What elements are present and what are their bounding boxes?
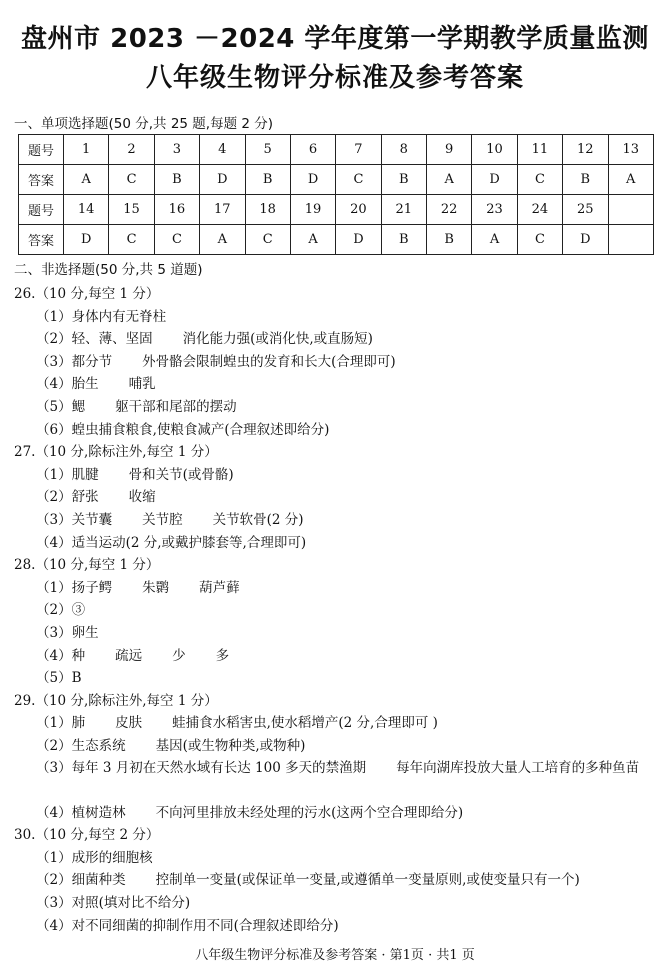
- answer-part: 每年向湖库投放大量人工培育的多种鱼苗: [396, 759, 640, 776]
- table-cell: 14: [64, 195, 109, 225]
- table-cell: B: [154, 165, 199, 195]
- table-cell: C: [109, 225, 154, 255]
- table-cell: B: [245, 165, 290, 195]
- table-cell: D: [64, 225, 109, 255]
- answer-line: （4）对不同细菌的抑制作用不同(合理叙述即给分): [36, 917, 339, 934]
- table-cell: 12: [563, 135, 608, 165]
- answer-line: [36, 576, 240, 596]
- table-row: [19, 165, 654, 195]
- answer-line: （3）对照(填对比不给分): [36, 895, 191, 911]
- answer-part: 控制单一变量(或保证单一变量,或遵循单一变量原则,或使变量只有一个): [155, 872, 580, 889]
- table-cell: [608, 225, 654, 255]
- table-cell: 17: [200, 195, 245, 225]
- answer-line: （1）成形的细胞核: [36, 849, 153, 866]
- question-heading: 29.（10 分,除标注外,每空 1 分）: [14, 692, 218, 709]
- table-cell: A: [200, 225, 245, 255]
- table-cell: D: [336, 225, 381, 255]
- page-footer: 八年级生物评分标准及参考答案 · 第1页 · 共1 页: [195, 948, 475, 963]
- question-heading: 30.（10 分,每空 2 分）: [14, 827, 160, 844]
- question-heading: 26.（10 分,每空 1 分）: [14, 286, 160, 302]
- answer-part: （4）植树造林: [36, 804, 126, 821]
- table-cell: 10: [472, 135, 517, 165]
- answer-line: [36, 711, 438, 731]
- table-cell: C: [336, 165, 381, 195]
- table-cell: 18: [245, 195, 290, 225]
- answer-part: （2）轻、薄、坚固: [36, 331, 153, 348]
- answer-line: [36, 350, 396, 370]
- answer-line: [36, 868, 580, 888]
- answer-line: [36, 372, 156, 392]
- answer-part: 疏远: [115, 647, 143, 664]
- table-cell: 25: [563, 195, 608, 225]
- answer-part: 外骨骼会限制蝗虫的发育和长大(合理即可): [142, 353, 396, 370]
- table-cell: 7: [336, 135, 381, 165]
- table-cell: C: [245, 225, 290, 255]
- answer-line: [36, 734, 305, 754]
- answer-part: （2）细菌种类: [36, 872, 126, 889]
- answer-line: （4）适当运动(2 分,或戴护膝套等,合理即可): [36, 534, 307, 551]
- row-label: 答案: [19, 165, 64, 195]
- row-label: 题号: [19, 195, 64, 225]
- answer-part: （3）都分节: [36, 353, 113, 370]
- answer-part: 蛙捕食水稻害虫,使水稻增产(2 分,合理即可 ): [172, 715, 438, 732]
- answer-part: 骨和关节(或骨骼): [128, 466, 234, 483]
- table-cell: 8: [381, 135, 426, 165]
- table-cell: C: [517, 225, 562, 255]
- section-2-heading: 二、非选择题(50 分,共 5 道题): [14, 262, 203, 278]
- answer-line: [36, 508, 304, 528]
- table-row: [19, 195, 654, 225]
- answer-part: 多: [215, 647, 230, 664]
- answer-line: [36, 485, 156, 505]
- answer-line: [36, 327, 373, 347]
- answer-part: （3）每年 3 月初在天然水域有长达 100 多天的禁渔期: [36, 759, 367, 776]
- table-cell: D: [563, 225, 608, 255]
- table-cell: B: [381, 225, 426, 255]
- answer-part: 收缩: [128, 489, 156, 506]
- table-cell: D: [472, 165, 517, 195]
- answer-part: （4）胎生: [36, 376, 99, 393]
- answer-part: 基因(或生物种类,或物种): [155, 738, 306, 754]
- table-cell: B: [427, 225, 472, 255]
- table-cell: C: [154, 225, 199, 255]
- table-cell: 19: [290, 195, 335, 225]
- table-cell: 23: [472, 195, 517, 225]
- table-cell: 9: [427, 135, 472, 165]
- table-cell: 20: [336, 195, 381, 225]
- answer-line: [36, 395, 237, 415]
- table-cell: 2: [109, 135, 154, 165]
- table-row: [19, 135, 654, 165]
- answer-line: [36, 801, 463, 821]
- document-subtitle: 八年级生物评分标准及参考答案: [145, 63, 524, 93]
- answer-part: 朱鹮: [142, 579, 170, 596]
- table-cell: A: [608, 165, 654, 195]
- table-cell: 4: [200, 135, 245, 165]
- answer-part: （5）鳃: [36, 399, 86, 415]
- answer-part: （1）肌腱: [36, 466, 99, 483]
- section-1-heading: 一、单项选择题(50 分,共 25 题,每题 2 分): [14, 116, 274, 132]
- table-cell: 3: [154, 135, 199, 165]
- answer-table: [18, 134, 654, 255]
- answer-line: （5）B: [36, 670, 82, 687]
- question-heading: 27.（10 分,除标注外,每空 1 分）: [14, 444, 218, 461]
- answer-part: （3）关节囊: [36, 512, 113, 528]
- table-cell: B: [381, 165, 426, 195]
- table-cell: 24: [517, 195, 562, 225]
- question-heading: 28.（10 分,每空 1 分）: [14, 557, 160, 574]
- answer-line: [36, 757, 658, 779]
- answer-part: 不向河里排放未经处理的污水(这两个空合理即给分): [155, 804, 464, 821]
- document-title: 盘州市 2023 －2024 学年度第一学期教学质量监测: [21, 24, 649, 54]
- answer-part: 关节软骨(2 分): [212, 512, 304, 528]
- table-cell: 11: [517, 135, 562, 165]
- table-cell: 21: [381, 195, 426, 225]
- table-row: [19, 225, 654, 255]
- table-cell: [608, 195, 654, 225]
- table-cell: 15: [109, 195, 154, 225]
- table-cell: D: [290, 165, 335, 195]
- answer-part: 消化能力强(或消化快,或直肠短): [182, 331, 373, 348]
- answer-part: 哺乳: [128, 376, 156, 393]
- table-cell: 22: [427, 195, 472, 225]
- answer-part: 葫芦藓: [199, 579, 240, 596]
- table-cell: 13: [608, 135, 654, 165]
- answer-part: （1）扬子鳄: [36, 579, 113, 596]
- answer-line: [36, 463, 234, 483]
- answer-part: （4）种: [36, 647, 86, 664]
- answer-line: （1）身体内有无脊柱: [36, 308, 167, 325]
- table-cell: A: [472, 225, 517, 255]
- answer-part: 少: [172, 647, 186, 664]
- table-cell: 16: [154, 195, 199, 225]
- answer-line: （3）卵生: [36, 625, 99, 641]
- row-label: 答案: [19, 225, 64, 255]
- table-cell: A: [290, 225, 335, 255]
- table-cell: C: [517, 165, 562, 195]
- table-cell: D: [200, 165, 245, 195]
- answer-line: [36, 644, 229, 664]
- table-cell: A: [427, 165, 472, 195]
- row-label: 题号: [19, 135, 64, 165]
- table-cell: 6: [290, 135, 335, 165]
- answer-part: （2）舒张: [36, 489, 99, 506]
- answer-part: （2）生态系统: [36, 738, 126, 754]
- answer-part: 躯干部和尾部的摆动: [115, 399, 237, 415]
- answer-part: 皮肤: [115, 715, 143, 732]
- answer-part: 关节腔: [142, 512, 183, 528]
- answer-line: （6）蝗虫捕食粮食,使粮食减产(合理叙述即给分): [36, 421, 330, 438]
- answer-part: （1）肺: [36, 715, 86, 732]
- table-cell: 1: [64, 135, 109, 165]
- table-cell: 5: [245, 135, 290, 165]
- answer-line: （2）③: [36, 602, 86, 619]
- table-cell: A: [64, 165, 109, 195]
- table-cell: C: [109, 165, 154, 195]
- table-cell: B: [563, 165, 608, 195]
